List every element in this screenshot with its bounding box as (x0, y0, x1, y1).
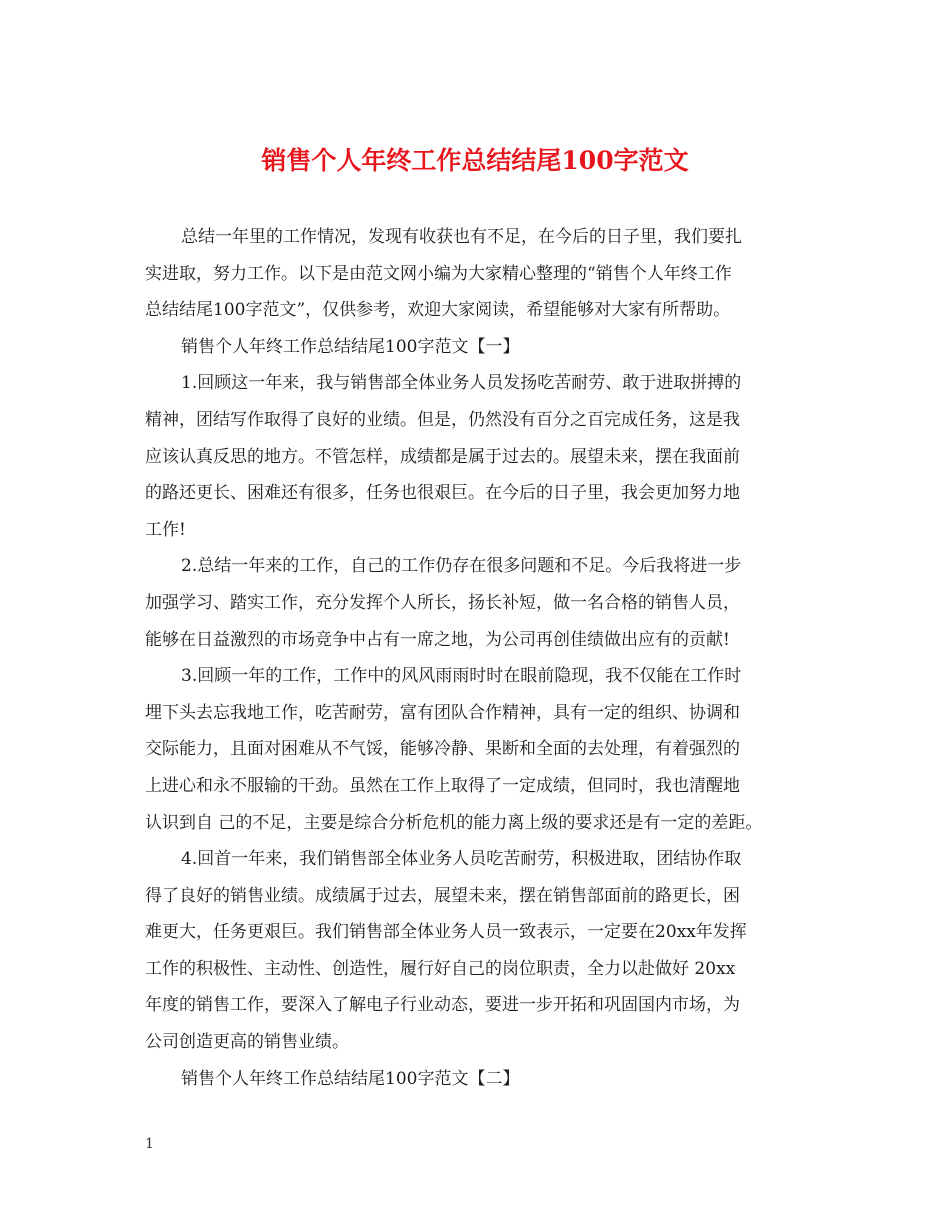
body-line: 得了良好的销售业绩。成绩属于过去，展望未来，摆在销售部面前的路更长，困 (145, 885, 740, 906)
body-line: 精神，团结写作取得了良好的业绩。但是，仍然没有百分之百完成任务，这是我 (145, 409, 740, 430)
body-line: 能够在日益激烈的市场竞争中占有一席之地，为公司再创佳绩做出应有的贡献! (145, 629, 730, 650)
page-number: 1 (145, 1136, 154, 1152)
body-line: 总结结尾100字范文”，仅供参考，欢迎大家阅读，希望能够对大家有所帮助。 (145, 300, 731, 321)
body-line: 埋下头去忘我地工作，吃苦耐劳，富有团队合作精神，具有一定的组织、协调和 (145, 702, 740, 723)
body-line: 交际能力，且面对困难从不气馁，能够冷静、果断和全面的去处理，有着强烈的 (145, 739, 740, 760)
body-line: 难更大，任务更艰巨。我们销售部全体业务人员一致表示，一定要在20xx年发挥 (145, 922, 747, 943)
section-heading: 销售个人年终工作总结结尾100字范文【一】 (181, 336, 520, 357)
section-heading: 销售个人年终工作总结结尾100字范文【二】 (181, 1068, 520, 1089)
body-line: 的路还更长、困难还有很多，任务也很艰巨。在今后的日子里，我会更加努力地 (145, 483, 740, 504)
body-line: 工作! (145, 519, 186, 540)
body-line: 3.回顾一年的工作，工作中的风风雨雨时时在眼前隐现，我不仅能在工作时 (181, 666, 742, 687)
body-line: 应该认真反思的地方。不管怎样，成绩都是属于过去的。展望未来，摆在我面前 (145, 446, 740, 467)
body-line: 公司创造更高的销售业绩。 (145, 1032, 349, 1053)
body-line: 2.总结一年来的工作，自己的工作仍存在很多问题和不足。今后我将进一步 (181, 556, 742, 577)
document-title: 销售个人年终工作总结结尾100字范文 (261, 146, 689, 175)
body-line: 工作的积极性、主动性、创造性，履行好自己的岗位职责，全力以赴做好 20xx (145, 958, 736, 979)
body-line: 加强学习、踏实工作，充分发挥个人所长，扬长补短，做一名合格的销售人员， (145, 592, 740, 613)
body-line: 上进心和永不服输的干劲。虽然在工作上取得了一定成绩，但同时，我也清醒地 (145, 775, 740, 796)
body-line: 1.回顾这一年来，我与销售部全体业务人员发扬吃苦耐劳、敢于进取拼搏的 (181, 373, 742, 394)
body-line: 年度的销售工作，要深入了解电子行业动态，要进一步开拓和巩固国内市场，为 (145, 995, 740, 1016)
body-line: 总结一年里的工作情况，发现有收获也有不足，在今后的日子里，我们要扎 (181, 227, 742, 247)
body-line: 认识到自 己的不足，主要是综合分析危机的能力离上级的要求还是有一定的差距。 (145, 812, 763, 833)
body-line: 4.回首一年来，我们销售部全体业务人员吃苦耐劳，积极进取，团结协作取 (181, 849, 742, 870)
document-body (145, 219, 810, 1097)
body-line: 实进取，努力工作。以下是由范文网小编为大家精心整理的“销售个人年终工作 (145, 263, 732, 284)
